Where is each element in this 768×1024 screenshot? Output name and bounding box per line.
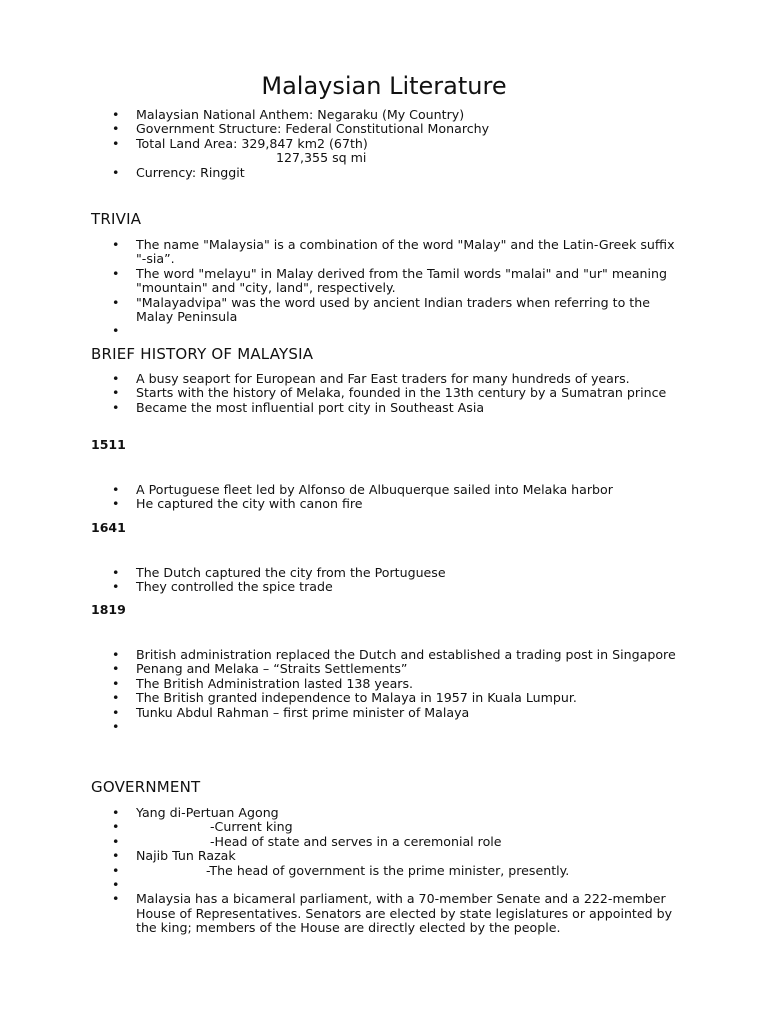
section-heading-history: BRIEF HISTORY OF MALAYSIA: [91, 345, 314, 363]
list-item: • Tunku Abdul Rahman – first prime minister of Malaya: [112, 706, 682, 720]
list-item: • They controlled the spice trade: [112, 580, 682, 594]
period-list: [112, 648, 682, 734]
government-list: [112, 806, 682, 936]
period-list: [112, 566, 682, 595]
list-item: [112, 878, 682, 892]
year-heading: 1819: [91, 602, 126, 617]
list-item: • Penang and Melaka – “Straits Settlements”: [112, 662, 682, 676]
list-item: • The British granted independence to Malaya in 1957 in Kuala Lumpur.: [112, 691, 682, 705]
list-item: [112, 720, 682, 734]
land-area-sq-mi: 127,355 sq mi: [276, 150, 367, 166]
list-item: • Became the most influential port city in Southeast Asia: [112, 401, 682, 415]
year-heading: 1511: [91, 437, 126, 452]
list-item-text: -Current king: [210, 819, 293, 835]
page-title: Malaysian Literature: [261, 72, 507, 100]
list-item: [112, 324, 682, 338]
list-item: • Yang di-Pertuan Agong: [112, 806, 682, 820]
list-item: • The Dutch captured the city from the Portuguese: [112, 566, 682, 580]
list-item: • The word "melayu" in Malay derived from the Tamil words "malai" and "ur" meaning "mountain" and "city, land", respectively.: [112, 267, 682, 296]
history-list: [112, 372, 682, 415]
list-item: • Government Structure: Federal Constitutional Monarchy: [112, 122, 682, 136]
list-item: • He captured the city with canon fire: [112, 497, 682, 511]
trivia-list: [112, 238, 682, 339]
list-item-text: -Head of state and serves in a ceremonial role: [210, 833, 502, 849]
list-item: • British administration replaced the Dutch and established a trading post in Singapore: [112, 648, 682, 662]
period-list: [112, 483, 682, 512]
list-item: [112, 864, 682, 878]
list-item: • Najib Tun Razak: [112, 849, 682, 863]
list-item-text: Total Land Area: 329,847 km2 (67th): [136, 135, 368, 151]
intro-list: [112, 108, 682, 180]
list-item: • Malaysian National Anthem: Negaraku (My Country): [112, 108, 682, 122]
list-item: • The British Administration lasted 138 years.: [112, 677, 682, 691]
list-item: • "Malayadvipa" was the word used by ancient Indian traders when referring to the Malay Peninsula: [112, 296, 682, 325]
list-item: • A Portuguese fleet led by Alfonso de Albuquerque sailed into Melaka harbor: [112, 483, 682, 497]
section-heading-trivia: TRIVIA: [91, 210, 142, 228]
list-item-text: -The head of government is the prime minister, presently.: [206, 862, 570, 878]
list-item-continuation: [136, 151, 682, 165]
year-heading: 1641: [91, 520, 126, 535]
list-item: • Starts with the history of Melaka, founded in the 13th century by a Sumatran prince: [112, 386, 682, 400]
section-heading-government: GOVERNMENT: [91, 778, 201, 796]
list-item: • Currency: Ringgit: [112, 166, 682, 180]
list-item: • Malaysia has a bicameral parliament, with a 70-member Senate and a 222-member House of Representatives. Senators are elected by state legislatures or appointed by the king; members of the House are directly elected by the people.: [112, 892, 682, 935]
list-item: • The name "Malaysia" is a combination of the word "Malay" and the Latin-Greek suffix "-sia”.: [112, 238, 682, 267]
list-item: [112, 820, 682, 834]
list-item: [112, 835, 682, 849]
list-item: [112, 137, 682, 166]
list-item: • A busy seaport for European and Far East traders for many hundreds of years.: [112, 372, 682, 386]
